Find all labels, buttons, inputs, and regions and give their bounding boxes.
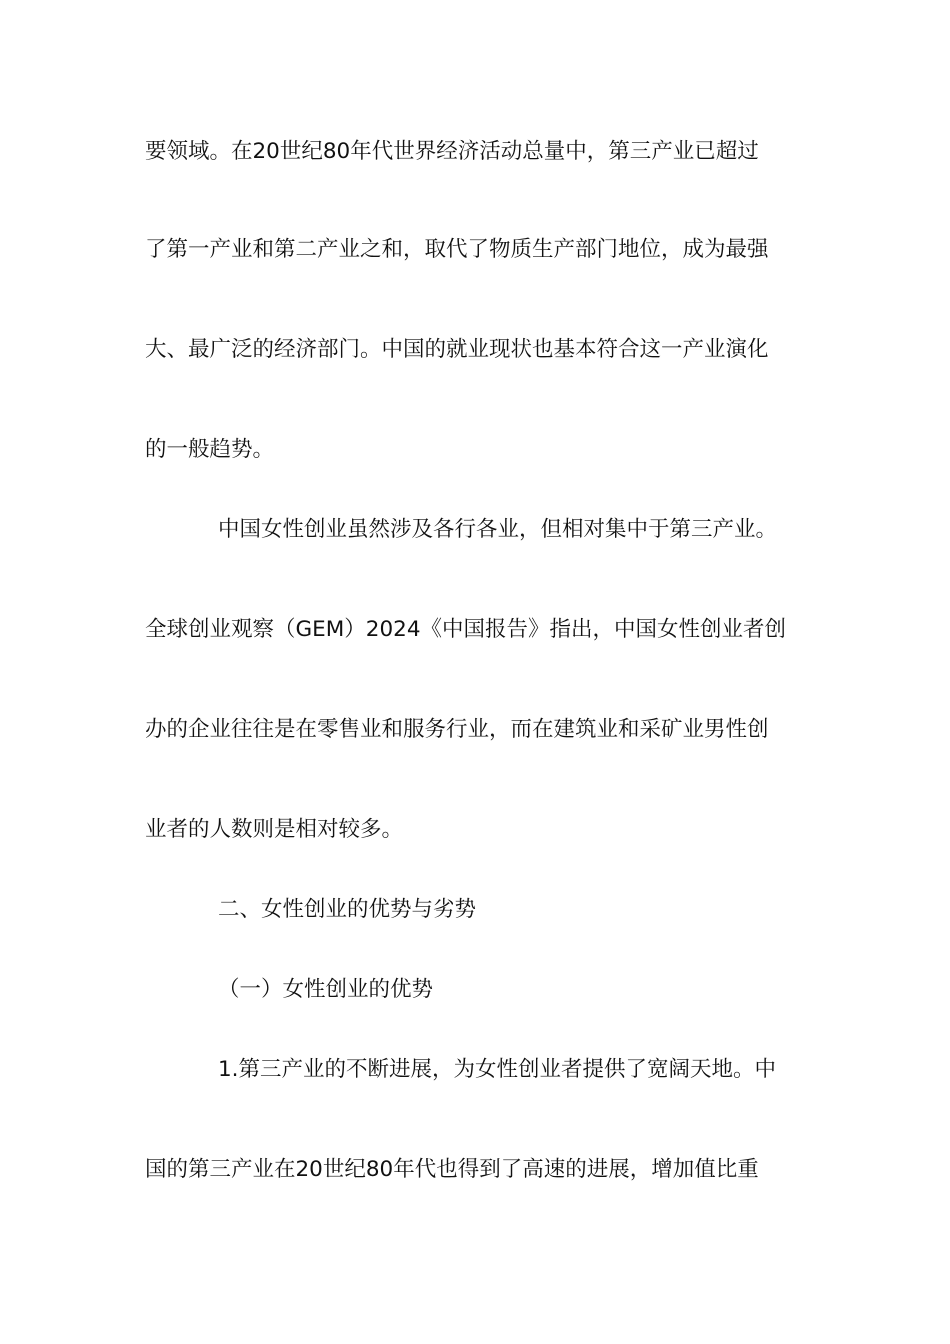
paragraph-start-line: 1.第三产业的不断进展，为女性创业者提供了宽阔天地。中 xyxy=(218,1057,777,1082)
body-text-line: 大、最广泛的经济部门。中国的就业现状也基本符合这一产业演化 xyxy=(145,337,769,362)
body-text-line: 的一般趋势。 xyxy=(145,437,275,462)
body-text-line: 要领域。在20世纪80年代世界经济活动总量中，第三产业已超过 xyxy=(145,139,759,164)
section-heading: 二、女性创业的优势与劣势 xyxy=(218,897,477,922)
body-text-line: 办的企业往往是在零售业和服务行业，而在建筑业和采矿业男性创 xyxy=(145,717,769,742)
body-text-line: 国的第三产业在20世纪80年代也得到了高速的进展，增加值比重 xyxy=(145,1157,759,1182)
body-text-line: 了第一产业和第二产业之和，取代了物质生产部门地位，成为最强 xyxy=(145,237,769,262)
body-text-line: 全球创业观察（GEM）2024《中国报告》指出，中国女性创业者创 xyxy=(145,617,787,642)
paragraph-start-line: 中国女性创业虽然涉及各行各业，但相对集中于第三产业。 xyxy=(218,517,778,542)
body-text-line: 业者的人数则是相对较多。 xyxy=(145,817,404,842)
subsection-heading: （一）女性创业的优势 xyxy=(218,977,434,1002)
